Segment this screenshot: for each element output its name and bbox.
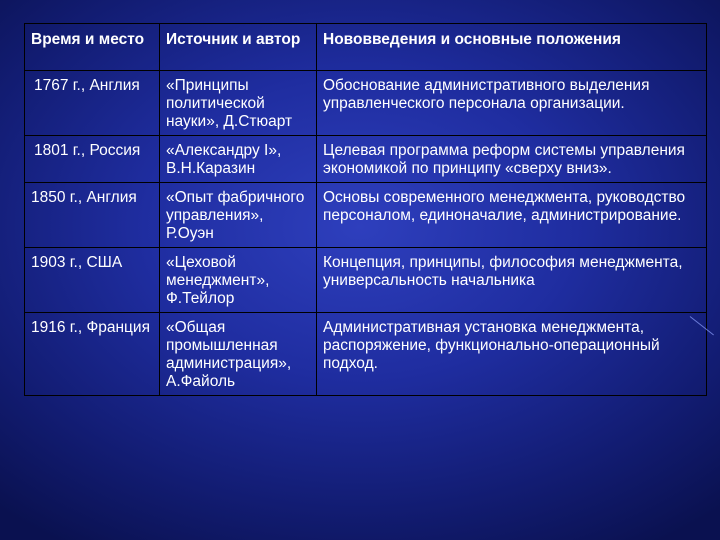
table-row xyxy=(25,248,707,313)
header-time-place: Время и место xyxy=(25,24,160,71)
table-row xyxy=(25,71,707,136)
cell-source: «Общая промышленная администрация», А.Файоль xyxy=(160,313,317,396)
cell-content: Целевая программа реформ системы управления экономикой по принципу «сверху вниз». xyxy=(317,136,707,183)
cell-content: Концепция, принципы, философия менеджмента, универсальность начальника xyxy=(317,248,707,313)
cell-source: «Цеховой менеджмент», Ф.Тейлор xyxy=(160,248,317,313)
cell-place: 1916 г., Франция xyxy=(25,313,160,396)
management-history-table xyxy=(24,23,707,396)
cell-place: 1801 г., Россия xyxy=(25,136,160,183)
cell-place: 1850 г., Англия xyxy=(25,183,160,248)
table-body xyxy=(25,71,707,396)
header-row xyxy=(25,24,707,71)
cell-source: «Александру I», В.Н.Каразин xyxy=(160,136,317,183)
cell-content: Основы современного менеджмента, руководство персоналом, единоначалие, администрирование. xyxy=(317,183,707,248)
cell-source: «Опыт фабричного управления», Р.Оуэн xyxy=(160,183,317,248)
cell-place: 1903 г., США xyxy=(25,248,160,313)
cell-content: Обоснование административного выделения управленческого персонала организации. xyxy=(317,71,707,136)
table-row xyxy=(25,313,707,396)
header-source-author: Источник и автор xyxy=(160,24,317,71)
cell-content: Административная установка менеджмента, распоряжение, функционально-операционный подход. xyxy=(317,313,707,396)
header-innovations: Нововведения и основные положения xyxy=(317,24,707,71)
cell-place: 1767 г., Англия xyxy=(25,71,160,136)
cell-source: «Принципы политической науки», Д.Стюарт xyxy=(160,71,317,136)
table-row xyxy=(25,136,707,183)
table-row xyxy=(25,183,707,248)
table-header xyxy=(25,24,707,71)
